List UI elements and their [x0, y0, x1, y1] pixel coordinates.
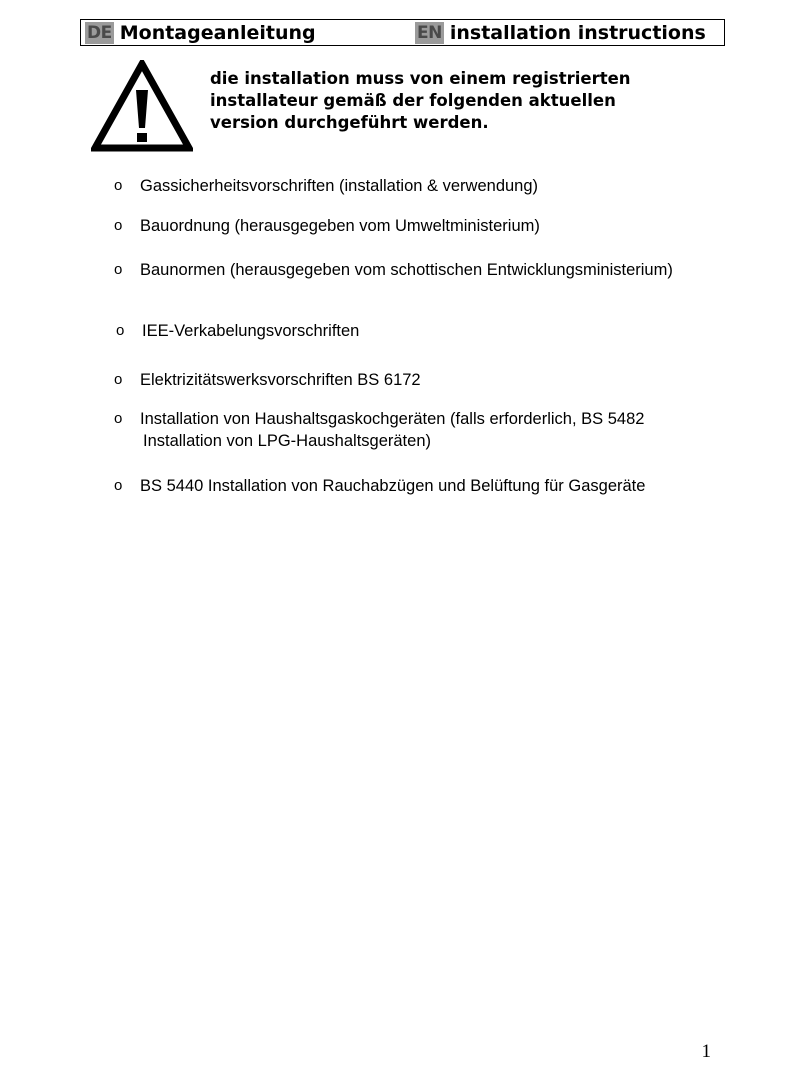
bullet: o: [114, 261, 123, 278]
bullet: o: [114, 177, 123, 194]
en-language-badge: EN: [417, 23, 442, 43]
warning-line: version durchgeführt werden.: [210, 113, 489, 132]
list-item-text: BS 5440 Installation von Rauchabzügen und Belüftung für Gasgeräte: [140, 477, 646, 495]
bullet: o: [116, 322, 125, 339]
de-title: Montageanleitung: [119, 22, 316, 44]
list-item: [116, 320, 359, 342]
en-title: installation instructions: [449, 22, 706, 44]
warning-line: die installation muss von einem registrierten: [210, 69, 631, 88]
de-language-badge: DE: [87, 23, 112, 43]
list-item-text-continued: Installation von LPG-Haushaltsgeräten): [143, 432, 431, 450]
page-number: 1: [701, 1041, 711, 1062]
bullet: o: [114, 371, 123, 388]
list-item-text: Elektrizitätswerksvorschriften BS 6172: [140, 371, 421, 389]
bullet: o: [114, 410, 123, 427]
bullet: o: [114, 477, 123, 494]
list-item: [114, 215, 540, 237]
warning-line: installateur gemäß der folgenden aktuellen: [210, 91, 616, 110]
bullet: o: [114, 217, 123, 234]
list-item: [114, 175, 538, 197]
list-item: [114, 369, 421, 391]
list-item: [114, 259, 673, 281]
list-item-text: Bauordnung (herausgegeben vom Umweltministerium): [140, 217, 540, 235]
list-item-text: IEE-Verkabelungsvorschriften: [142, 322, 360, 340]
list-item-text: Baunormen (herausgegeben vom schottischen Entwicklungsministerium): [140, 261, 673, 279]
list-item: [114, 475, 645, 497]
list-item-text: Installation von Haushaltsgaskochgeräten (falls erforderlich, BS 5482: [140, 410, 645, 428]
list-item-text: Gassicherheitsvorschriften (installation & verwendung): [140, 177, 539, 195]
list-item: [114, 408, 644, 452]
